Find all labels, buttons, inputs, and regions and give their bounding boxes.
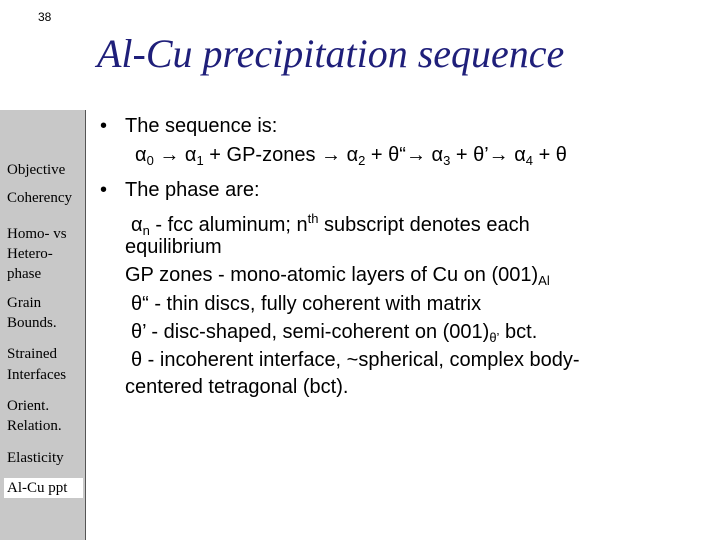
sidebar-item-orient[interactable]: Orient. — [7, 398, 50, 414]
sidebar-item-relation[interactable]: Relation. — [7, 418, 62, 434]
sidebar-item-strained[interactable]: Strained — [7, 346, 57, 362]
bullet-sequence — [100, 113, 277, 139]
alpha-3: α — [431, 144, 444, 166]
alpha-1: α — [184, 144, 197, 166]
gp-zones-text: GP zones - mono-atomic layers of Cu on (001) — [125, 264, 539, 286]
sidebar-item-phase[interactable]: phase — [7, 266, 42, 282]
sidebar-item-elasticity[interactable]: Elasticity — [7, 450, 64, 466]
sidebar-item-coherency[interactable]: Coherency — [7, 190, 72, 206]
sidebar-item-homo-vs[interactable]: Homo- vs — [7, 226, 67, 242]
bullet-dot: • — [100, 115, 108, 137]
gp-zones-line — [125, 262, 550, 294]
theta-prime-text: θ’ - disc-shaped, semi-coherent on (001) — [131, 321, 490, 343]
sidebar-item-al-cu-ppt[interactable]: Al-Cu ppt — [4, 478, 83, 498]
theta-line: θ - incoherent interface, ~spherical, complex body- — [131, 349, 580, 371]
page-number: 38 — [38, 10, 52, 24]
sub-n: n — [142, 223, 150, 238]
sidebar-nav — [0, 110, 86, 540]
theta-dd-text: + θ“ — [365, 144, 406, 166]
alpha-n-text: - fcc aluminum; n — [149, 214, 308, 236]
sidebar-item-bounds[interactable]: Bounds. — [7, 315, 57, 331]
theta-cont-line: centered tetragonal (bct). — [125, 376, 349, 398]
bullet-text: The phase are: — [125, 179, 260, 201]
alpha-4: α — [514, 144, 526, 166]
sub-4: 4 — [525, 153, 534, 168]
arrow: → — [159, 144, 180, 166]
theta-dd-line: θ“ - thin discs, fully coherent with matrix — [131, 293, 482, 315]
theta-prime-end: bct. — [499, 321, 538, 343]
sub-2: 2 — [358, 153, 366, 168]
slide-title: Al-Cu precipitation sequence — [97, 31, 565, 76]
sidebar-item-grain[interactable]: Grain — [7, 295, 42, 311]
sequence-line — [135, 142, 567, 174]
arrow: → — [321, 144, 341, 166]
arrow: → — [405, 144, 426, 166]
theta-text: + θ — [533, 144, 567, 166]
sub-3: 3 — [443, 153, 451, 168]
alpha-2: α — [346, 144, 359, 166]
sub-al: Al — [538, 273, 550, 288]
sub-0: 0 — [146, 153, 154, 168]
equilibrium-line: equilibrium — [125, 236, 222, 258]
sup-th: th — [307, 211, 319, 226]
gp-zones-text: + GP-zones — [203, 144, 321, 166]
theta-prime-text: + θ’ — [450, 144, 489, 166]
sub-theta-prime: θ’ — [489, 330, 500, 345]
bullet-text: The sequence is: — [125, 115, 278, 137]
alpha-n-text2: subscript denotes each — [318, 214, 530, 236]
arrow: → — [488, 144, 509, 166]
alpha-0: α — [135, 144, 147, 166]
alpha-n: α — [131, 214, 143, 236]
sidebar-item-interfaces[interactable]: Interfaces — [7, 367, 67, 383]
bullet-phases — [100, 177, 260, 203]
bullet-dot: • — [100, 179, 108, 201]
sidebar-item-objective[interactable]: Objective — [7, 162, 66, 178]
sub-1: 1 — [196, 153, 204, 168]
sidebar-item-hetero[interactable]: Hetero- — [7, 246, 53, 262]
